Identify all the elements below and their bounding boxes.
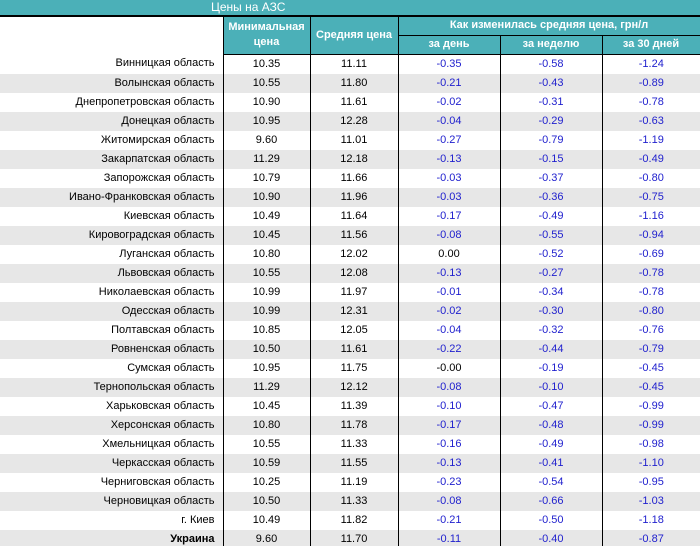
region-column-corner <box>0 16 223 54</box>
change-week: -0.41 <box>500 454 602 473</box>
table-row <box>0 397 700 416</box>
region-name: Запорожская область <box>0 169 223 188</box>
min-price: 10.50 <box>223 340 310 359</box>
avg-price: 11.64 <box>310 207 398 226</box>
change-day: -0.08 <box>398 492 500 511</box>
table-row <box>0 435 700 454</box>
change-week: -0.49 <box>500 207 602 226</box>
change-week: -0.19 <box>500 359 602 378</box>
region-name: Николаевская область <box>0 283 223 302</box>
title-row <box>0 0 700 16</box>
change-month: -0.69 <box>638 247 664 260</box>
change-month: -1.19 <box>638 133 664 146</box>
min-price: 10.95 <box>223 359 310 378</box>
column-header-change-day: за день <box>398 35 500 54</box>
avg-price: 11.82 <box>310 511 398 530</box>
change-day: -0.08 <box>398 378 500 397</box>
change-day: -0.01 <box>398 283 500 302</box>
change-day: -0.22 <box>398 340 500 359</box>
change-week: -0.40 <box>500 530 602 546</box>
region-name: Киевская область <box>0 207 223 226</box>
change-month: -0.76 <box>638 323 664 336</box>
region-name: Херсонская область <box>0 416 223 435</box>
change-week: -0.37 <box>500 169 602 188</box>
change-day: -0.11 <box>398 530 500 546</box>
table-row <box>0 207 700 226</box>
region-name: Сумская область <box>0 359 223 378</box>
avg-price: 12.28 <box>310 112 398 131</box>
change-month: -0.80 <box>638 171 664 184</box>
change-month: -0.45 <box>638 380 664 393</box>
avg-price: 11.80 <box>310 74 398 93</box>
change-month: -0.80 <box>638 304 664 317</box>
avg-price: 12.31 <box>310 302 398 321</box>
change-day: -0.08 <box>398 226 500 245</box>
column-header-change-week: за неделю <box>500 35 602 54</box>
region-name: Черниговская область <box>0 473 223 492</box>
min-price: 10.99 <box>223 283 310 302</box>
min-price: 11.29 <box>223 150 310 169</box>
region-name: Винницкая область <box>0 54 223 74</box>
avg-price: 12.18 <box>310 150 398 169</box>
table-row <box>0 492 700 511</box>
min-price: 10.55 <box>223 435 310 454</box>
column-header-change-group: Как изменилась средняя цена, грн/л <box>398 16 700 35</box>
page-title: Цены на АЗС <box>0 0 700 16</box>
change-week: -0.55 <box>500 226 602 245</box>
table-row <box>0 169 700 188</box>
change-month: -0.89 <box>638 76 664 89</box>
table-row <box>0 245 700 264</box>
change-day: -0.04 <box>398 321 500 340</box>
change-day: -0.16 <box>398 435 500 454</box>
change-day: -0.17 <box>398 416 500 435</box>
change-week: -0.27 <box>500 264 602 283</box>
change-day: -0.10 <box>398 397 500 416</box>
change-week: -0.47 <box>500 397 602 416</box>
change-month: -0.98 <box>638 437 664 450</box>
min-price: 10.49 <box>223 207 310 226</box>
change-day: -0.02 <box>398 93 500 112</box>
change-week: -0.29 <box>500 112 602 131</box>
region-name: Днепропетровская область <box>0 93 223 112</box>
region-name: г. Киев <box>0 511 223 530</box>
avg-price: 11.56 <box>310 226 398 245</box>
region-name: Украина <box>0 530 223 546</box>
avg-price: 11.33 <box>310 492 398 511</box>
change-day: -0.23 <box>398 473 500 492</box>
change-month: -1.10 <box>638 456 664 469</box>
change-week: -0.10 <box>500 378 602 397</box>
change-month: -0.78 <box>638 266 664 279</box>
avg-price: 11.70 <box>310 530 398 546</box>
min-price: 10.55 <box>223 264 310 283</box>
avg-price: 11.75 <box>310 359 398 378</box>
min-price: 10.35 <box>223 54 310 74</box>
table-row <box>0 378 700 397</box>
region-name: Закарпатская область <box>0 150 223 169</box>
min-price: 10.99 <box>223 302 310 321</box>
change-month: -1.24 <box>638 57 664 70</box>
change-day: -0.02 <box>398 302 500 321</box>
table-row <box>0 93 700 112</box>
min-price: 10.90 <box>223 93 310 112</box>
region-name: Тернопольская область <box>0 378 223 397</box>
region-name: Полтавская область <box>0 321 223 340</box>
change-month: -0.79 <box>638 342 664 355</box>
change-week: -0.31 <box>500 93 602 112</box>
table-row <box>0 264 700 283</box>
avg-price: 11.11 <box>310 54 398 74</box>
change-week: -0.32 <box>500 321 602 340</box>
region-name: Кировоградская область <box>0 226 223 245</box>
region-name: Хмельницкая область <box>0 435 223 454</box>
region-name: Ровненская область <box>0 340 223 359</box>
change-month: -0.78 <box>638 95 664 108</box>
change-week: -0.34 <box>500 283 602 302</box>
min-price: 10.95 <box>223 112 310 131</box>
min-price: 9.60 <box>223 530 310 546</box>
change-month: -0.87 <box>638 532 664 545</box>
avg-price: 11.97 <box>310 283 398 302</box>
change-day: -0.35 <box>398 54 500 74</box>
change-day: -0.21 <box>398 74 500 93</box>
change-week: -0.30 <box>500 302 602 321</box>
change-day: -0.04 <box>398 112 500 131</box>
change-week: -0.36 <box>500 188 602 207</box>
avg-price: 11.78 <box>310 416 398 435</box>
avg-price: 12.02 <box>310 245 398 264</box>
avg-price: 11.39 <box>310 397 398 416</box>
change-month: -0.95 <box>638 475 664 488</box>
min-price: 10.80 <box>223 245 310 264</box>
change-week: -0.44 <box>500 340 602 359</box>
min-price: 10.25 <box>223 473 310 492</box>
table-row <box>0 54 700 74</box>
change-week: -0.49 <box>500 435 602 454</box>
avg-price: 11.01 <box>310 131 398 150</box>
avg-price: 11.19 <box>310 473 398 492</box>
avg-price: 11.33 <box>310 435 398 454</box>
change-week: -0.15 <box>500 150 602 169</box>
change-week: -0.54 <box>500 473 602 492</box>
region-name: Черкасская область <box>0 454 223 473</box>
column-header-change-month: за 30 дней <box>602 35 700 54</box>
table-row <box>0 150 700 169</box>
table-row <box>0 302 700 321</box>
table-header <box>0 0 700 54</box>
region-name: Черновицкая область <box>0 492 223 511</box>
min-price: 10.59 <box>223 454 310 473</box>
min-price: 10.55 <box>223 74 310 93</box>
region-name: Житомирская область <box>0 131 223 150</box>
region-name: Одесская область <box>0 302 223 321</box>
change-month: -0.78 <box>638 285 664 298</box>
avg-price: 11.96 <box>310 188 398 207</box>
table-row <box>0 340 700 359</box>
change-day: -0.13 <box>398 264 500 283</box>
region-name: Волынская область <box>0 74 223 93</box>
region-name: Харьковская область <box>0 397 223 416</box>
change-day: -0.21 <box>398 511 500 530</box>
change-day: -0.03 <box>398 169 500 188</box>
change-week: -0.48 <box>500 416 602 435</box>
change-month: -0.99 <box>638 399 664 412</box>
change-week: -0.58 <box>500 54 602 74</box>
table-row <box>0 74 700 93</box>
table-row <box>0 473 700 492</box>
change-day: -0.03 <box>398 188 500 207</box>
table-row <box>0 359 700 378</box>
table-row <box>0 454 700 473</box>
change-month: -0.94 <box>638 228 664 241</box>
min-price: 9.60 <box>223 131 310 150</box>
avg-price: 12.05 <box>310 321 398 340</box>
table-row <box>0 112 700 131</box>
column-header-min-price: Минимальная цена <box>223 16 310 54</box>
table-row <box>0 530 700 546</box>
min-price: 10.45 <box>223 397 310 416</box>
change-week: -0.79 <box>500 131 602 150</box>
change-month: -0.45 <box>638 361 664 374</box>
change-month: -1.18 <box>638 513 664 526</box>
table-row <box>0 131 700 150</box>
region-name: Ивано-Франковская область <box>0 188 223 207</box>
change-month: -0.49 <box>638 152 664 165</box>
min-price: 11.29 <box>223 378 310 397</box>
min-price: 10.49 <box>223 511 310 530</box>
avg-price: 11.55 <box>310 454 398 473</box>
avg-price: 11.61 <box>310 340 398 359</box>
table-row <box>0 283 700 302</box>
header-row-top <box>0 16 700 35</box>
region-name: Львовская область <box>0 264 223 283</box>
min-price: 10.90 <box>223 188 310 207</box>
min-price: 10.79 <box>223 169 310 188</box>
avg-price: 12.12 <box>310 378 398 397</box>
table-row <box>0 511 700 530</box>
change-day: 0.00 <box>398 245 500 264</box>
min-price: 10.50 <box>223 492 310 511</box>
change-week: -0.52 <box>500 245 602 264</box>
table-row <box>0 416 700 435</box>
change-month: -1.16 <box>638 209 664 222</box>
min-price: 10.85 <box>223 321 310 340</box>
change-day: -0.17 <box>398 207 500 226</box>
region-name: Донецкая область <box>0 112 223 131</box>
min-price: 10.45 <box>223 226 310 245</box>
table-row <box>0 188 700 207</box>
change-day: -0.13 <box>398 454 500 473</box>
change-week: -0.66 <box>500 492 602 511</box>
change-day: -0.00 <box>398 359 500 378</box>
region-name: Луганская область <box>0 245 223 264</box>
change-week: -0.50 <box>500 511 602 530</box>
avg-price: 11.66 <box>310 169 398 188</box>
change-day: -0.13 <box>398 150 500 169</box>
change-month: -1.03 <box>638 494 664 507</box>
avg-price: 12.08 <box>310 264 398 283</box>
change-month: -0.99 <box>638 418 664 431</box>
change-week: -0.43 <box>500 74 602 93</box>
change-month: -0.63 <box>638 114 664 127</box>
change-day: -0.27 <box>398 131 500 150</box>
avg-price: 11.61 <box>310 93 398 112</box>
table-row <box>0 226 700 245</box>
price-table-body <box>0 54 700 546</box>
min-price: 10.80 <box>223 416 310 435</box>
column-header-avg-price: Средняя цена <box>310 16 398 54</box>
change-month: -0.75 <box>638 190 664 203</box>
table-row <box>0 321 700 340</box>
